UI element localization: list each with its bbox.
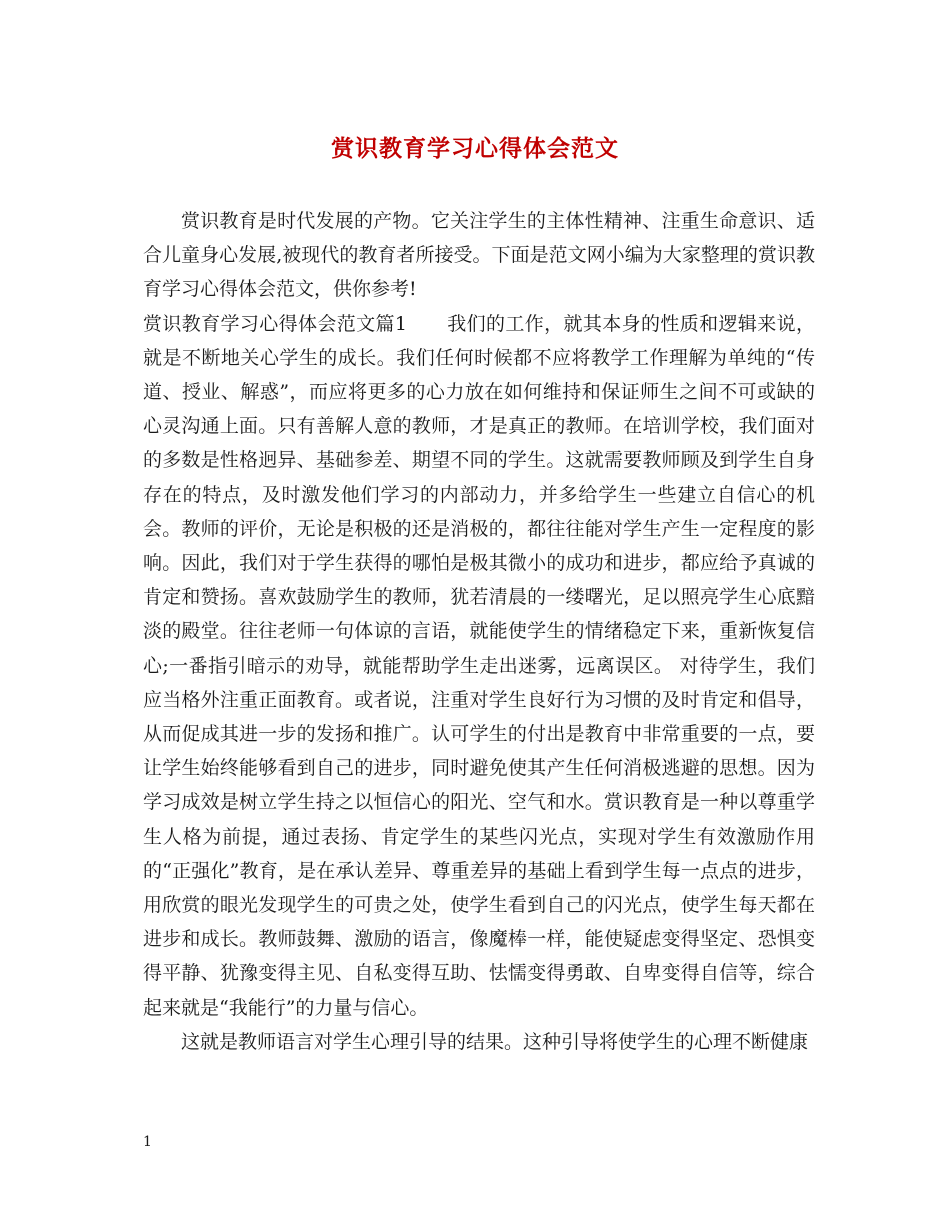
intro-paragraph: 赏识教育是时代发展的产物。它关注学生的主体性精神、注重生命意识、适合儿童身心发展,被现代的教育者所接受。下面是范文网小编为大家整理的赏识教育学习心得体会范文，供你参考! [143,210,815,301]
section-body: 我们的工作，就其本身的性质和逻辑来说，就是不断地关心学生的成长。我们任何时候都不应将教学工作理解为单纯的“传道、授业、解惑”，而应将更多的心力放在如何维持和保证师生之间不可或缺的心灵沟通上面。只有善解人意的教师，才是真正的教师。在培训学校，我们面对的多数是性格迥异、基础参差、期望不同的学生。这就需要教师顾及到学生自身存在的特点，及时激发他们学习的内部动力，并多给学生一些建立自信心的机会。教师的评价，无论是积极的还是消极的，都往往能对学生产生一定程度的影响。因此，我们对于学生获得的哪怕是极其微小的成功和进步，都应给予真诚的肯定和赞扬。喜欢鼓励学生的教师，犹若清晨的一缕曙光，足以照亮学生心底黯淡的殿堂。往往老师一句体谅的言语，就能使学生的情绪稳定下来，重新恢复信心;一番指引暗示的劝导，就能帮助学生走出迷雾，远离误区。 对待学生，我们应当格外注重正面教育。或者说，注重对学生良好行为习惯的及时肯定和倡导，从而促成其进一步的发扬和推广。认可学生的付出是教育中非常重要的一点，要让学生始终能够看到自己的进步，同时避免使其产生任何消极逃避的思想。因为学习成效是树立学生持之以恒信心的阳光、空气和水。赏识教育是一种以尊重学生人格为前提，通过表扬、肯定学生的某些闪光点，实现对学生有效激励作用的“正强化”教育，是在承认差异、尊重差异的基础上看到学生每一点点的进步，用欣赏的眼光发现学生的可贵之处，使学生看到自己的闪光点，使学生每天都在进步和成长。教师鼓舞、激励的语言，像魔棒一样，能使疑虑变得坚定、恐惧变得平静、犹豫变得主见、自私变得互助、怯懦变得勇敢、自卑变得自信等，综合起来就是“我能行”的力量与信心。 [143,312,815,1019]
section-heading: 赏识教育学习心得体会范文篇1 [143,312,407,335]
section-paragraph [143,307,815,1025]
document-body [143,204,815,1059]
page-number: 1 [143,1134,152,1150]
document-title: 赏识教育学习心得体会范文 [331,135,619,162]
third-paragraph: 这就是教师语言对学生心理引导的结果。这种引导将使学生的心理不断健康 [181,1030,809,1053]
